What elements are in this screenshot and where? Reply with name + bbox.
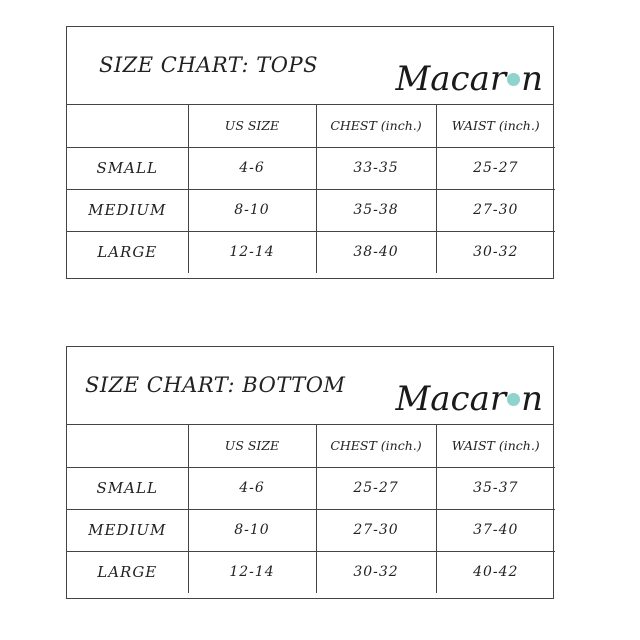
row-label: MEDIUM [67, 509, 188, 551]
chest-cell: 25-27 [316, 467, 436, 509]
waist-cell: 40-42 [436, 551, 555, 593]
brand-name-suffix: n [521, 59, 543, 99]
size-table [67, 105, 555, 273]
dot-icon [507, 393, 520, 406]
table-row [67, 147, 555, 189]
row-label: LARGE [67, 231, 188, 273]
size-chart-bottom [66, 346, 554, 599]
header-chest: CHEST (inch.) [316, 105, 436, 147]
row-label: MEDIUM [67, 189, 188, 231]
header-row [67, 105, 555, 147]
brand-name-prefix: Macar [395, 379, 507, 419]
brand-name-suffix: n [521, 379, 543, 419]
waist-cell: 25-27 [436, 147, 555, 189]
table-row [67, 467, 555, 509]
header-cell-empty [67, 105, 188, 147]
us-size-cell: 4-6 [188, 467, 316, 509]
chart-title: SIZE CHART: BOTTOM [85, 373, 346, 397]
waist-cell: 30-32 [436, 231, 555, 273]
waist-cell: 27-30 [436, 189, 555, 231]
chest-cell: 38-40 [316, 231, 436, 273]
row-label: SMALL [67, 147, 188, 189]
us-size-cell: 12-14 [188, 231, 316, 273]
chest-cell: 30-32 [316, 551, 436, 593]
macaron-logo [395, 57, 543, 101]
waist-cell: 37-40 [436, 509, 555, 551]
us-size-cell: 8-10 [188, 189, 316, 231]
table-row [67, 189, 555, 231]
header-us-size: US SIZE [188, 425, 316, 467]
row-label: SMALL [67, 467, 188, 509]
brand-name-prefix: Macar [395, 59, 507, 99]
chart-header [67, 27, 553, 105]
header-us-size: US SIZE [188, 105, 316, 147]
table-row [67, 231, 555, 273]
table-row [67, 551, 555, 593]
header-waist: WAIST (inch.) [436, 425, 555, 467]
header-cell-empty [67, 425, 188, 467]
chest-cell: 27-30 [316, 509, 436, 551]
us-size-cell: 4-6 [188, 147, 316, 189]
chart-header [67, 347, 553, 425]
macaron-logo [395, 377, 543, 421]
us-size-cell: 12-14 [188, 551, 316, 593]
header-row [67, 425, 555, 467]
chest-cell: 35-38 [316, 189, 436, 231]
header-chest: CHEST (inch.) [316, 425, 436, 467]
dot-icon [507, 73, 520, 86]
row-label: LARGE [67, 551, 188, 593]
header-waist: WAIST (inch.) [436, 105, 555, 147]
chart-title: SIZE CHART: TOPS [99, 53, 319, 77]
size-chart-tops [66, 26, 554, 279]
us-size-cell: 8-10 [188, 509, 316, 551]
waist-cell: 35-37 [436, 467, 555, 509]
chest-cell: 33-35 [316, 147, 436, 189]
table-row [67, 509, 555, 551]
size-table [67, 425, 555, 593]
